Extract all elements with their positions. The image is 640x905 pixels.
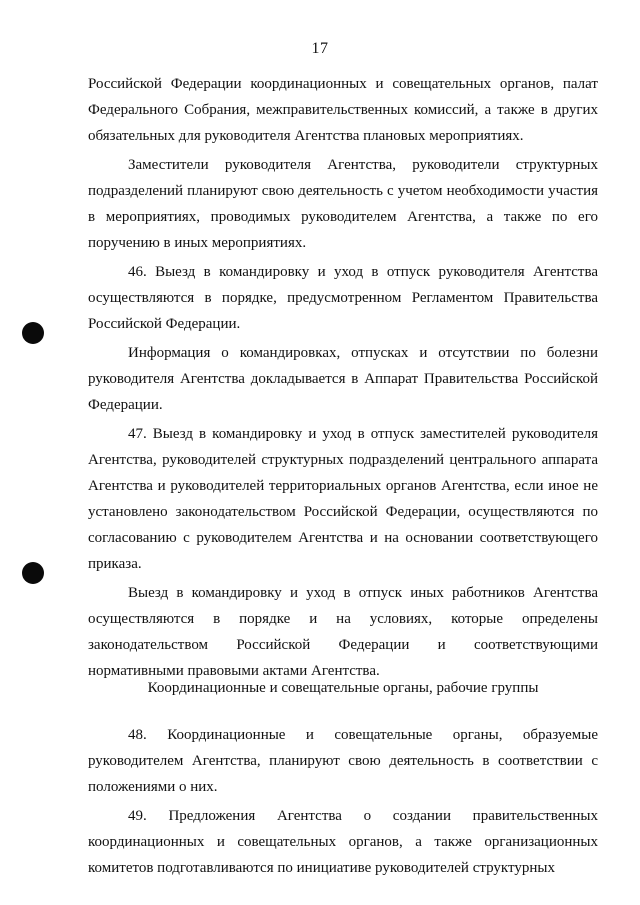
document-body xyxy=(88,71,598,684)
paragraph-47: 47. Выезд в командировку и уход в отпуск заместителей руководителя Агентства, руководителей структурных подразделений центрального аппарата Агентства и руководителей территориальных органов Агентства, если иное не установлено законодательством Российской Федерации, осуществляются по согласованию с руководителем Агентства и на основании соответствующего приказа. xyxy=(88,426,598,572)
paragraph-46: 46. Выезд в командировку и уход в отпуск руководителя Агентства осуществляются в порядке, предусмотренном Регламентом Правительства Российской Федерации. xyxy=(88,264,598,332)
document-body-continued xyxy=(88,722,598,881)
punch-hole-mark xyxy=(22,322,44,344)
paragraph: Заместители руководителя Агентства, руководители структурных подразделений планируют свою деятельность с учетом необходимости участия в мероприятиях, проводимых руководителем Агентства, а также по его поручению в иных мероприятиях. xyxy=(88,157,598,251)
paragraph: Информация о командировках, отпусках и отсутствии по болезни руководителя Агентства докладывается в Аппарат Правительства Российской Федерации. xyxy=(88,345,598,413)
paragraph: Выезд в командировку и уход в отпуск иных работников Агентства осуществляются в порядке и на условиях, которые определены законодательством Российской Федерации и соответствующими нормативными правовыми актами Агентства. xyxy=(88,585,598,679)
section-heading: Координационные и совещательные органы, рабочие группы xyxy=(147,680,539,696)
punch-hole-mark xyxy=(22,562,44,584)
paragraph: Российской Федерации координационных и совещательных органов, палат Федерального Собрания, межправительственных комиссий, а также в других обязательных для руководителя Агентства плановых мероприятиях. xyxy=(88,76,598,144)
paragraph-48: 48. Координационные и совещательные органы, образуемые руководителем Агентства, планируют свою деятельность в соответствии с положениями о них. xyxy=(88,727,598,795)
paragraph-49: 49. Предложения Агентства о создании правительственных координационных и совещательных органов, а также организационных комитетов подготавливаются по инициативе руководителей структурных xyxy=(88,808,598,876)
page-number: 17 xyxy=(311,40,329,57)
